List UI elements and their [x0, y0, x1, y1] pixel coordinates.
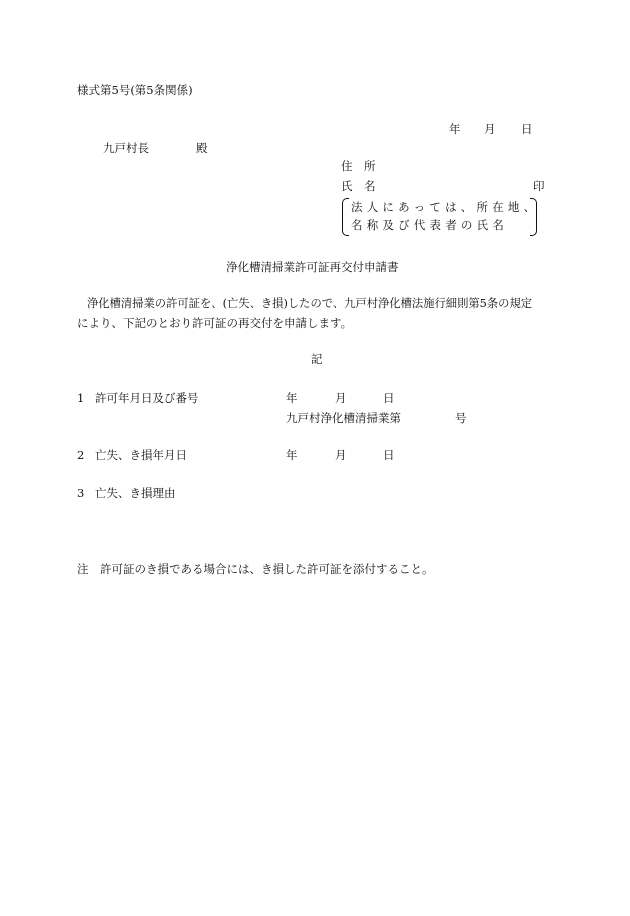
applicant-name-label: 氏 名 — [341, 179, 376, 193]
item1-day: 日 — [383, 391, 395, 405]
item3-label: 亡失、き損理由 — [95, 486, 176, 500]
item2-label: 亡失、き損年月日 — [95, 448, 187, 462]
item2-year: 年 — [286, 448, 298, 462]
item2-month: 月 — [335, 448, 347, 462]
item1-reg-suffix: 号 — [455, 411, 467, 425]
item2-day: 日 — [383, 448, 395, 462]
applicant-seal: 印 — [533, 179, 545, 193]
body-line-2: により、下記のとおり許可証の再交付を申請します。 — [77, 316, 353, 330]
body-line-1: 浄化槽清掃業の許可証を、(亡失、き損)したので、九戸村浄化槽法施行細則第5条の規定 — [87, 297, 533, 310]
addressee-honorific: 殿 — [196, 141, 208, 155]
corp-note-line1: 法人にあっては、所在地、 — [351, 200, 540, 214]
date-month: 月 — [484, 122, 496, 136]
document-title: 浄化槽清掃業許可証再交付申請書 — [226, 260, 399, 274]
item1-month: 月 — [335, 391, 347, 405]
addressee-name: 九戸村長 — [103, 141, 149, 155]
applicant-address-label: 住 所 — [341, 159, 376, 173]
corp-note-line2: 名称及び代表者の氏名 — [351, 218, 508, 232]
date-day: 日 — [521, 122, 533, 136]
corp-note-right-bracket — [530, 198, 537, 236]
date-year: 年 — [449, 122, 461, 136]
item1-number: 1 — [77, 391, 85, 405]
item1-year: 年 — [286, 391, 298, 405]
corp-note-left-bracket — [342, 198, 349, 236]
item1-label: 許可年月日及び番号 — [95, 391, 199, 405]
ki-heading: 記 — [311, 352, 323, 366]
footnote: 注 許可証のき損である場合には、き損した許可証を添付すること。 — [77, 562, 434, 576]
item2-number: 2 — [77, 448, 85, 462]
item1-reg-prefix: 九戸村浄化槽清掃業第 — [286, 411, 401, 425]
item3-number: 3 — [77, 486, 85, 500]
form-number: 様式第5号(第5条関係) — [77, 83, 193, 97]
